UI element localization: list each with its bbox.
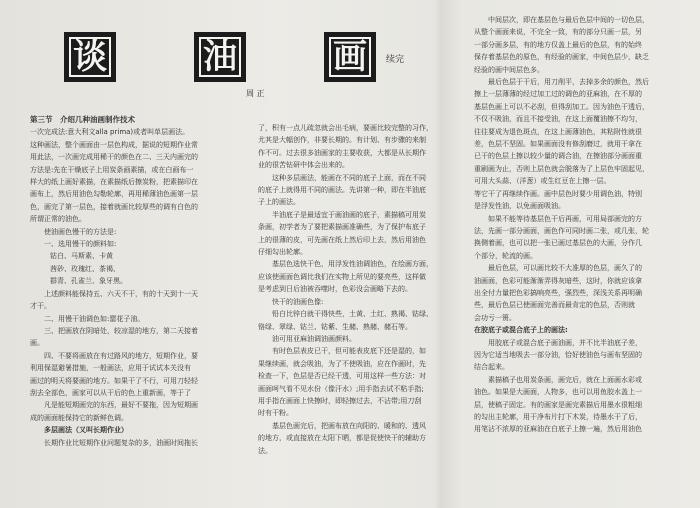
col3-line: 保存着基层色的原色，有经验的画家，中间色层少，缺乏 bbox=[474, 53, 649, 62]
col2-line: 果继续画，就会吸油，为了不使吸油，应在作画时，先 bbox=[258, 359, 426, 368]
col3-line: 往往要成为退色斑点，在这上画薄油色，其粘附性就很 bbox=[474, 127, 642, 136]
col1-subtitle: 多层画法（又叫长期作业） bbox=[44, 426, 128, 435]
title-char-1: 谈 bbox=[69, 37, 111, 77]
col3-line: 法，先画一部分画面，画色作可同时画二张，或几张，轮 bbox=[474, 226, 649, 235]
col1-line: 这种画法，整个画面由一层色构成，据说的短期作业常 bbox=[30, 140, 198, 149]
section-title: 第三节 介绍几种油画制作技术 bbox=[30, 115, 135, 124]
col2-line: 的底子上就得用不同的画法。先讲第一种，即在半油底 bbox=[258, 186, 426, 195]
col1-line: 用此法，一次画完成用稀干的颜色在二、三天内画完的 bbox=[30, 153, 198, 162]
col3-line: 重刷画为止，否则上层色就会脱落为了上层色牢固起见， bbox=[474, 164, 649, 173]
continued-label: 续完 bbox=[386, 55, 405, 65]
col3-line: 因为它适当地吸去一部分油，恰好使油色与画布坚固的 bbox=[474, 350, 642, 359]
col3-line: 的勾出主轮廓，用干净布片打下木炭，待墨水干了后， bbox=[474, 413, 642, 421]
col3-line: 从整个画面来说，不完全一致，有的部分只画一层，另 bbox=[474, 28, 642, 37]
col3-line: 差，色层不坚固。如果画面没有修刮磨过，就用干拿在 bbox=[474, 140, 642, 149]
col2-line: 快干的油画色像: bbox=[272, 297, 324, 306]
text-column-1 bbox=[30, 114, 226, 449]
col1-line: 样大的纸上画好素描，在素描纸后擦炭粉，把素描印在 bbox=[30, 178, 198, 187]
col1-line: 画过的明天将要画的地方。如果干了不行，可用刀轻轻 bbox=[30, 376, 198, 385]
col2-line: 应该使画面色调比我们在实物上所见的要亮些，这样做 bbox=[258, 272, 426, 281]
col3-line: 不仅不吸油，而且不接受油，在这上面覆油擦不均匀， bbox=[474, 115, 642, 124]
col1-line: 钴白、马斯素、卡黄 bbox=[50, 252, 113, 261]
title-char-3: 画 bbox=[329, 37, 371, 77]
col1-line: 四、不要将画放在有过路风的地方，短期作业，要 bbox=[44, 351, 198, 360]
col3-line: 基层色画上可以不必刮，但得刮加工。因为油色干透后， bbox=[474, 102, 649, 111]
col2-line: 基层色画完后，把画布放在向阳的、暖和的、透风 bbox=[272, 421, 426, 430]
col3-line: 最后色层于干后，用刀削平，去掉多余的颜色，然后 bbox=[488, 78, 649, 87]
col3-line: 层，使稿子固定。有的画家是画完素描后用墨水很粗细 bbox=[474, 400, 642, 409]
col3-line: 个部分，轮流的画。 bbox=[474, 251, 537, 260]
col1-line: 一次完成法:意大利文alla prima)或者叫单层画法。 bbox=[30, 128, 190, 137]
col3-line: 用胶底子或混合底子画油画，并不比半油底子差， bbox=[488, 338, 642, 347]
col2-line: 条画，初学者为了要把素描画准确些，为了保护布底子 bbox=[258, 223, 426, 232]
title-char-box-3 bbox=[324, 32, 376, 82]
col1-line: 凡是能短期画完的东西，最好不要拖，因为短期画 bbox=[44, 401, 198, 410]
col1-line: 群青、孔雀兰、象牙黑。 bbox=[50, 277, 127, 286]
col3-line: 油色。如果是大画面，人物多，也可以用鱼胶水盖上一 bbox=[474, 388, 642, 397]
col3-line: 如果不能等待基层色干后再画，可用局部画完的方 bbox=[488, 214, 642, 223]
col3-line: 擦上一层薄薄的经过加工过的调色的亚麻油，在不厚的 bbox=[474, 90, 642, 99]
col1-line: 画。 bbox=[30, 339, 44, 348]
col3-line: 等它干了再继续作画。画中层色时要少用调色油，特别 bbox=[474, 189, 642, 198]
col2-line: 有时色层表皮已干，但可能表皮底下还是湿的，如 bbox=[272, 347, 426, 356]
col2-line: 作不可。过去很多油画家的主要收获，大都是从长期作 bbox=[258, 148, 426, 157]
col2-line: 用手指在画面上快擦时，即轻擦过去，不沾带;用刀刮 bbox=[258, 396, 422, 405]
col3-line: 素描稿子也用炭条画，画完后，就在上面画水彩或 bbox=[488, 375, 642, 384]
col1-line: 画布上，然后用油色勾勒轮廓，再用稀薄油色画第一层 bbox=[30, 190, 198, 199]
col3-line: 中间层次，即在基层色与最后色层中间的一切色层， bbox=[488, 16, 649, 24]
col3-line: 会功亏一篑。 bbox=[474, 313, 516, 322]
col1-line: 茜砂、玫瑰红、茶褐、 bbox=[50, 264, 120, 273]
author-name: 周 正 bbox=[246, 89, 265, 98]
col1-line: 利用保湿避暑措施，一般画法，应用于试试本关没有 bbox=[30, 364, 191, 373]
col1-line: 使油画色慢干的方法是: bbox=[44, 227, 117, 236]
col2-line: 上的很薄的皮，可先画在纸上然后印上去，然后用油色 bbox=[258, 235, 426, 244]
col3-line: 出全付力量把色彩搞响亮些，强烈些，深浅关系再明确 bbox=[474, 288, 642, 297]
col3-line: 是浮发性油，以免画面吸油。 bbox=[474, 202, 565, 211]
col2-line: 是考虑到日后油被吞噬时，色彩没会画略下去的。 bbox=[258, 285, 412, 294]
col1-line: 长期作业比短期作业问题复杂的多，油画时间拖长 bbox=[44, 438, 198, 447]
col2-line: 尤其是大幅创作，非要长期的。有计划、有步骤的来制 bbox=[258, 136, 426, 145]
col1-line: 色，画完了第一层色，接着就画比较厚些的调有白色的 bbox=[30, 202, 198, 211]
col3-line: 可用大头蒜、（洋葱）或生红豆在上擦一层。 bbox=[474, 177, 611, 186]
col1-line: 所谓正常的油色。 bbox=[30, 215, 86, 224]
col2-line: 铬绿、翠绿、钴兰、钴紫、生赭、熟赭、赭石等。 bbox=[258, 322, 412, 331]
col1-line: 二、用慢干油调色如:罂花子油。 bbox=[44, 314, 145, 323]
col3-line: 些，最后色层已使画面完善而最肯定的色层，否则就 bbox=[474, 301, 635, 310]
col2-line: 法。 bbox=[258, 446, 272, 455]
title-char-box-1 bbox=[64, 32, 116, 82]
col3-line: 油画面，色彩可能渐渐弄得灰暗些，这时，你就应该拿 bbox=[474, 276, 642, 285]
col1-line: 才干。 bbox=[30, 302, 51, 311]
col3-line: 经验的画中间层色多。 bbox=[474, 65, 544, 74]
col2-line: 铅白比锌白就干得快些，土黄、土红、熟褐、钴绿、 bbox=[272, 310, 433, 319]
title-char-box-2 bbox=[194, 32, 246, 82]
col3-line: 已干的色层上擦以较少量的调合油，在擦油部分画面重 bbox=[474, 152, 642, 161]
col3-line: 最后色层，可以画比较不大准厚的色层，画久了的 bbox=[488, 264, 642, 273]
text-column-2 bbox=[258, 122, 462, 457]
col2-line: 油可用亚麻油调油画颜料。 bbox=[272, 334, 356, 343]
col1-line: 上述颜料能保持五、六天不干，有的十天到十一天 bbox=[44, 289, 198, 298]
col2-line: 半油底子是最适宜于画油画的底子，素描稿可用炭 bbox=[272, 210, 426, 219]
col1-line: 三、把画放在阴暗处，较凉湿的地方，第二天接着 bbox=[44, 326, 198, 335]
col2-line: 时有干粉。 bbox=[258, 409, 293, 418]
col1-line: 刮去全部色，画家可以从干后的色上重新画，等于了 bbox=[30, 388, 191, 397]
col3-line: 一部分画多层，有的地方仅盖上最后的色层，有的始终 bbox=[474, 40, 642, 49]
col2-line: 基层色选快干色，用浮发性油调油色，在绘画方面， bbox=[272, 260, 433, 269]
col1-line: 成的画面能保持它的新鲜色调。 bbox=[30, 413, 128, 422]
col2-line: 子上的画法。 bbox=[258, 198, 300, 207]
col3-line: 结合起来。 bbox=[474, 363, 509, 372]
col1-line: 方法是:先在干燥底子上用炭条画素描，或在白画布一 bbox=[30, 165, 194, 174]
text-column-3 bbox=[474, 14, 682, 436]
col3-subtitle: 在胶底子或混合底子上的画法: bbox=[474, 326, 568, 335]
col2-line: 检查一下，色层是否已经干透，可用这样一些方法：对 bbox=[258, 372, 426, 381]
col3-line: 换侧着画，也可以把一张已画过基层色的大画，分作几 bbox=[474, 239, 642, 248]
title-char-2: 油 bbox=[199, 37, 241, 77]
col2-line: 业的很苦钻研中体会出来的。 bbox=[258, 161, 349, 170]
col2-line: 了，积有一点儿疏忽就会出毛病，要画比较完整的习作， bbox=[258, 124, 433, 132]
col2-line: 画面呵气看不见水份（像汗水）;用手指去试不粘手指; bbox=[258, 384, 424, 393]
col1-line: 一、选用慢干的颜料如: bbox=[44, 240, 117, 249]
col3-line: 用笔沾不浓厚的亚麻油在白底子上擦一遍，然后用油色 bbox=[474, 425, 642, 434]
col2-line: 仔细勾出轮廓。 bbox=[258, 248, 307, 257]
col2-line: 的地方，或直接放在太阳下晒，都是促使快干的辅助方 bbox=[258, 434, 426, 443]
col2-line: 这种多层画法，能画在不同的底子上面，而在不同 bbox=[272, 173, 426, 182]
